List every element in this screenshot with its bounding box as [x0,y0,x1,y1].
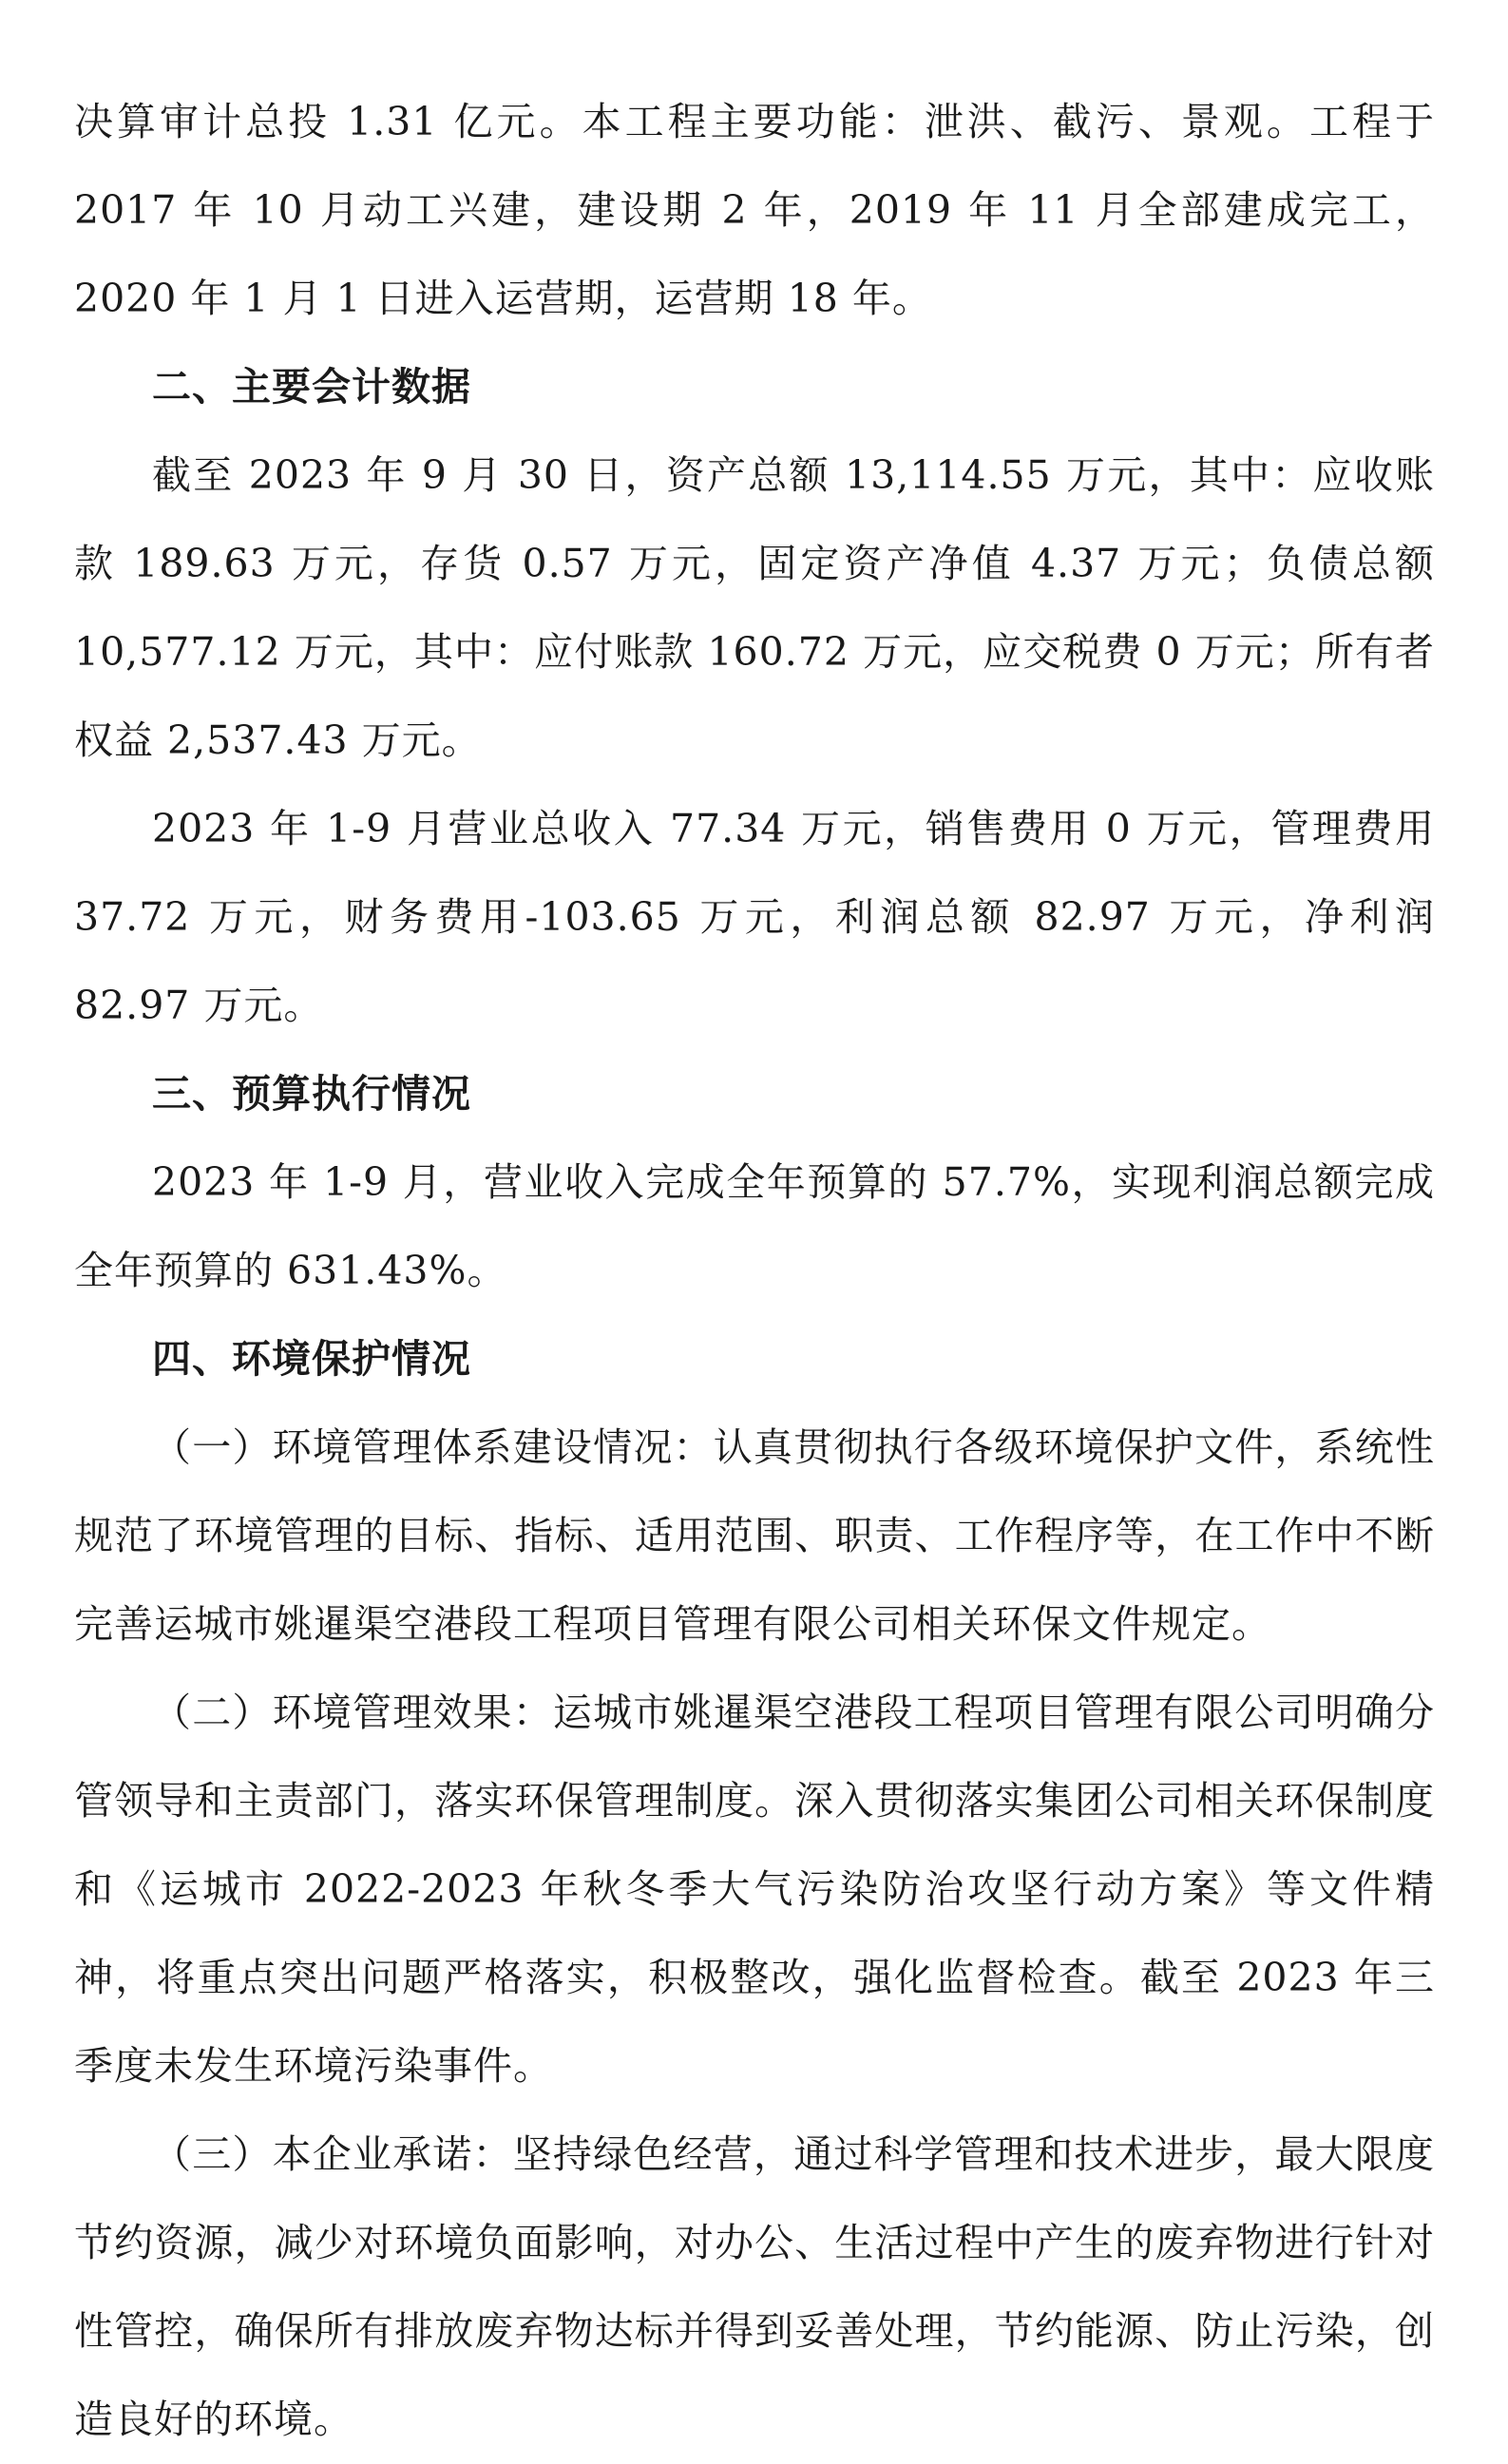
document-body [74,78,1435,2464]
env-management-effect-paragraph: （二）环境管理效果：运城市姚暹渠空港段工程项目管理有限公司明确分管领导和主责部门，落实环保管理制度。深入贯彻落实集团公司相关环保制度和《运城市 2022-2023 年秋冬季大气污染防治攻坚行动方案》等文件精神，将重点突出问题严格落实，积极整改，强化监督检查。截至 2023 年三季度未发生环境污染事件。 [74,1690,1435,2089]
enterprise-commitment-paragraph: （三）本企业承诺：坚持绿色经营，通过科学管理和技术进步，最大限度节约资源，减少对环境负面影响，对办公、生活过程中产生的废弃物进行针对性管控，确保所有排放废弃物达标并得到妥善处理，节约能源、防止污染，创造良好的环境。 [74,2131,1435,2442]
project-overview-paragraph: 决算审计总投 1.31 亿元。本工程主要功能：泄洪、截污、景观。工程于 2017 年 10 月动工兴建，建设期 2 年，2019 年 11 月全部建成完工，2020 年 1 月 1 日进入运营期，运营期 18 年。 [74,99,1435,321]
env-management-system-paragraph: （一）环境管理体系建设情况：认真贯彻执行各级环境保护文件，系统性规范了环境管理的目标、指标、适用范围、职责、工作程序等，在工作中不断完善运城市姚暹渠空港段工程项目管理有限公司相关环保文件规定。 [74,1424,1435,1647]
section-heading-accounting-data: 二、主要会计数据 [152,364,471,410]
section-heading-environmental-protection: 四、环境保护情况 [152,1336,471,1382]
budget-execution-paragraph: 2023 年 1-9 月，营业收入完成全年预算的 57.7%，实现利润总额完成全年预算的 631.43%。 [74,1159,1435,1293]
balance-sheet-paragraph: 截至 2023 年 9 月 30 日，资产总额 13,114.55 万元，其中：应收账款 189.63 万元，存货 0.57 万元，固定资产净值 4.37 万元；负债总额 10,577.12 万元，其中：应付账款 160.72 万元，应交税费 0 万元；所有者权益 2,537.43 万元。 [74,452,1435,763]
section-heading-budget-execution: 三、预算执行情况 [152,1071,471,1117]
income-statement-paragraph: 2023 年 1-9 月营业总收入 77.34 万元，销售费用 0 万元，管理费用 37.72 万元，财务费用-103.65 万元，利润总额 82.97 万元，净利润 82.97 万元。 [74,806,1435,1028]
